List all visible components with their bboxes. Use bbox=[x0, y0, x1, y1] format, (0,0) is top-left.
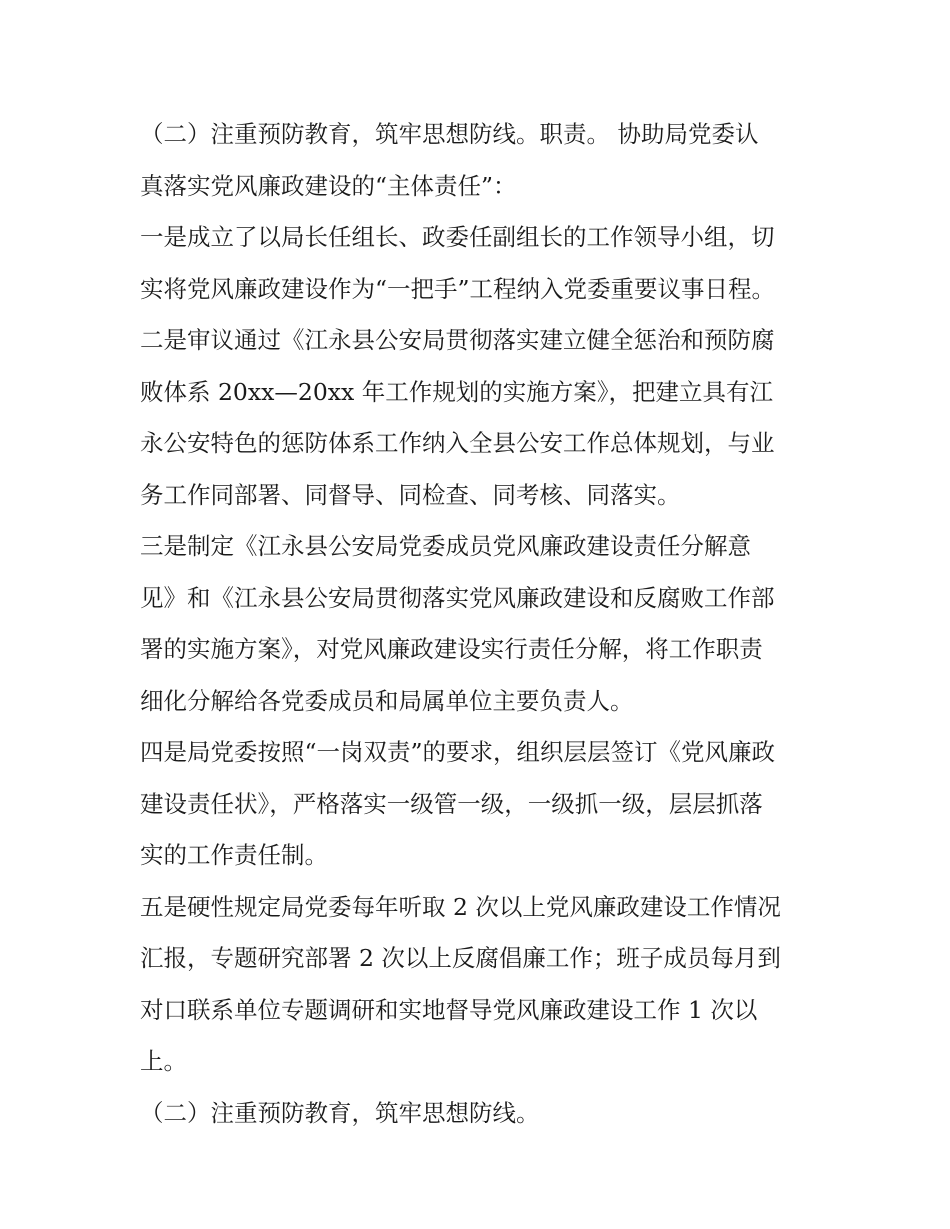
paragraph-section-heading-duties bbox=[140, 109, 820, 212]
text-line: 建设责任状》，严格落实一级管一级，一级抓一级，层层抓落 bbox=[140, 789, 763, 818]
text-line: （二）注重预防教育，筑牢思想防线。职责。 协助局党委认 bbox=[140, 120, 759, 148]
text-line: 细化分解给各党委成员和局属单位主要负责人。 bbox=[140, 686, 634, 715]
text-line: 对口联系单位专题调研和实地督导党风廉政建设工作 1 次以 bbox=[140, 995, 758, 1024]
text-line: 一是成立了以局长任组长、政委任副组长的工作领导小组，切 bbox=[140, 223, 775, 251]
paragraph-point-two bbox=[140, 315, 820, 521]
text-line: （二）注重预防教育，筑牢思想防线。 bbox=[140, 1098, 540, 1127]
text-line: 真落实党风廉政建设的“主体责任”： bbox=[140, 171, 517, 200]
text-line: 三是制定《江永县公安局党委成员党风廉政建设责任分解意 bbox=[140, 532, 751, 560]
text-line: 败体系 20xx—20xx 年工作规划的实施方案》，把建立具有江 bbox=[140, 377, 774, 406]
document-body bbox=[140, 109, 820, 1139]
text-line: 署的实施方案》，对党风廉政建设实行责任分解，将工作职责 bbox=[140, 635, 763, 663]
text-line: 实的工作责任制。 bbox=[140, 841, 328, 869]
text-line: 汇报，专题研究部署 2 次以上反腐倡廉工作；班子成员每月到 bbox=[140, 944, 781, 972]
paragraph-point-three bbox=[140, 521, 820, 727]
text-line: 五是硬性规定局党委每年听取 2 次以上党风廉政建设工作情况 bbox=[140, 892, 781, 921]
text-line: 永公安特色的惩防体系工作纳入全县公安工作总体规划，与业 bbox=[140, 429, 775, 457]
text-line: 实将党风廉政建设作为“一把手”工程纳入党委重要议事日程。 bbox=[140, 274, 776, 303]
text-line: 上。 bbox=[140, 1047, 187, 1075]
text-line: 务工作同部署、同督导、同检查、同考核、同落实。 bbox=[140, 480, 681, 509]
paragraph-section-heading-prevention bbox=[140, 1088, 820, 1140]
text-line: 见》和《江永县公安局贯彻落实党风廉政建设和反腐败工作部 bbox=[140, 583, 775, 612]
paragraph-point-one bbox=[140, 212, 820, 315]
text-line: 四是局党委按照“一岗双责”的要求，组织层层签订《党风廉政 bbox=[140, 738, 776, 766]
text-line: 二是审议通过《江永县公安局贯彻落实建立健全惩治和预防腐 bbox=[140, 326, 775, 354]
paragraph-point-four bbox=[140, 727, 820, 882]
paragraph-point-five bbox=[140, 882, 820, 1088]
